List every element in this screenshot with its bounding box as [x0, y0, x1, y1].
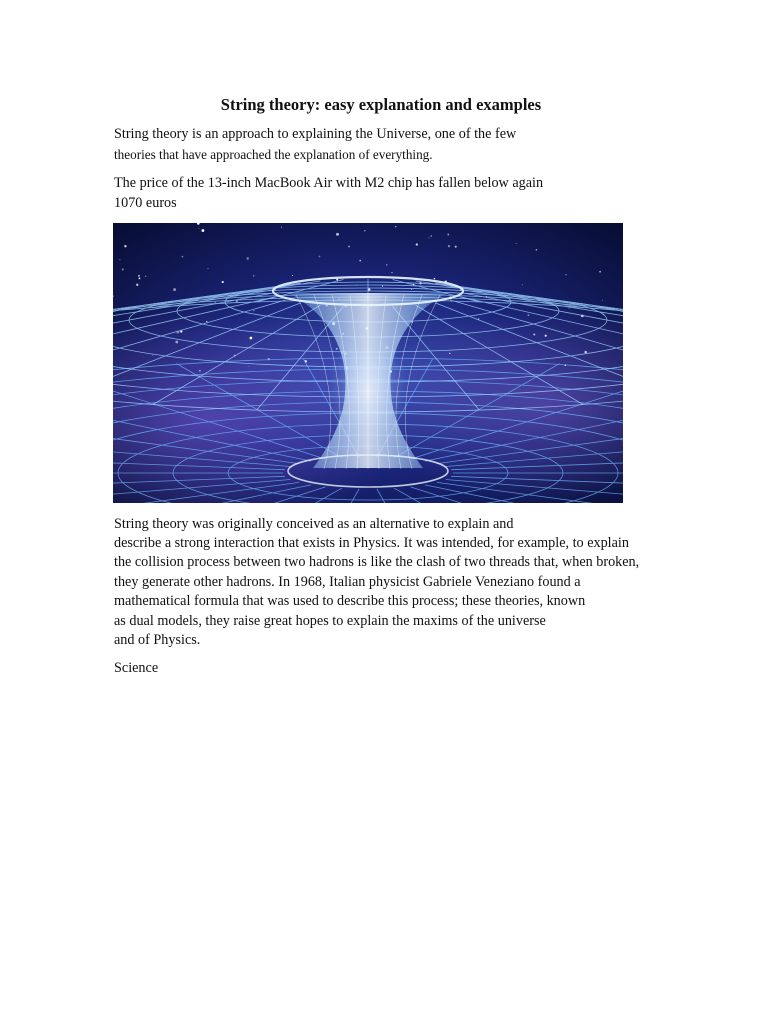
body-line-7: and of Physics.	[114, 632, 201, 648]
ad-line-1: The price of the 13-inch MacBook Air with M2 chip has fallen below again	[114, 175, 544, 191]
category-label: Science	[114, 660, 159, 676]
body-line-5: mathematical formula that was used to describe this process; these theories, known	[114, 593, 586, 609]
wormhole-graphic	[113, 223, 623, 503]
body-line-1: String theory was originally conceived as an alternative to explain and	[114, 516, 514, 532]
body-line-6: as dual models, they raise great hopes to explain the maxims of the universe	[114, 613, 546, 629]
article-title: String theory: easy explanation and examples	[220, 95, 542, 114]
intro-line-1: String theory is an approach to explaining the Universe, one of the few	[114, 126, 517, 142]
intro-line-2: theories that have approached the explanation of everything.	[114, 147, 433, 162]
ad-line-2: 1070 euros	[114, 195, 177, 211]
body-line-2: describe a strong interaction that exists in Physics. It was intended, for example, to explain	[114, 535, 629, 551]
body-line-3: the collision process between two hadrons is like the clash of two threads that, when broken,	[114, 554, 640, 570]
body-line-4: they generate other hadrons. In 1968, Italian physicist Gabriele Veneziano found a	[114, 574, 581, 590]
wormhole-illustration	[113, 223, 623, 503]
